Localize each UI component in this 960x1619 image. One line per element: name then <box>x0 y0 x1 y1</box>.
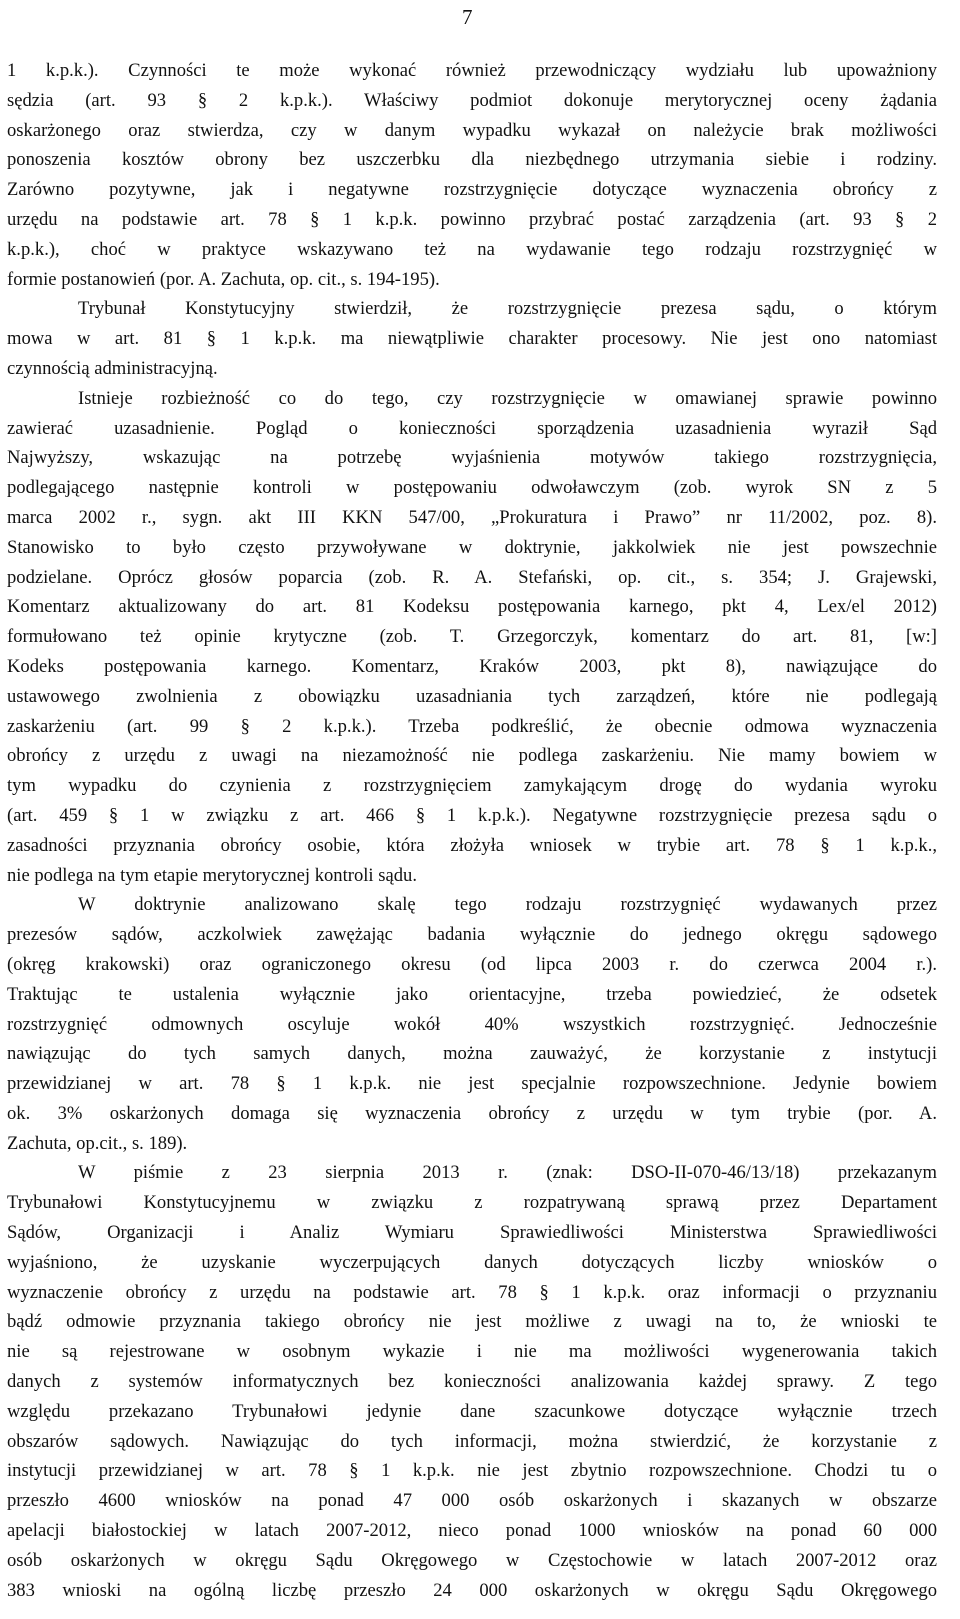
text-line: Komentarz aktualizowany do art. 81 Kodeksu postępowania karnego, pkt 4, Lex/el 2012) <box>7 596 937 618</box>
text-line: formułowano też opinie krytyczne (zob. T. Grzegorczyk, komentarz do art. 81, [w:] <box>7 626 937 648</box>
text-line: wyjaśniono, że uzyskanie wyczerpujących danych dotyczących liczby wniosków o <box>7 1251 937 1273</box>
text-line: czynnością administracyjną. <box>7 357 218 379</box>
text-line: marca 2002 r., sygn. akt III KKN 547/00, „Prokuratura i Prawo” nr 11/2002, poz. 8). <box>7 506 937 528</box>
text-line: Trybunał Konstytucyjny stwierdził, że rozstrzygnięcie prezesa sądu, o którym <box>78 298 937 320</box>
text-line: W doktrynie analizowano skalę tego rodzaju rozstrzygnięć wydawanych przez <box>78 894 937 916</box>
text-line: k.p.k.), choć w praktyce wskazywano też na wydawanie tego rodzaju rozstrzygnięć w <box>7 238 937 260</box>
text-line: ponoszenia kosztów obrony bez uszczerbku dla niezbędnego utrzymania siebie i rodziny. <box>7 149 937 171</box>
text-line: zawierać uzasadnienie. Pogląd o konieczności sporządzenia uzasadnienia wyraził Sąd <box>7 417 937 439</box>
text-line: Najwyższy, wskazując na potrzebę wyjaśnienia motywów takiego rozstrzygnięcia, <box>7 447 937 469</box>
text-line: W piśmie z 23 sierpnia 2013 r. (znak: DSO-II-070-46/13/18) przekazanym <box>78 1162 937 1184</box>
text-line: wyznaczenie obrońcy z urzędu na podstawie art. 78 § 1 k.p.k. oraz informacji o przyznaniu <box>7 1281 937 1303</box>
text-line: formie postanowień (por. A. Zachuta, op. cit., s. 194-195). <box>7 268 440 290</box>
text-line: podlegającego następnie kontroli w postępowaniu odwoławczym (zob. wyrok SN z 5 <box>7 477 937 499</box>
text-line: (okręg krakowski) oraz ograniczonego okresu (od lipca 2003 r. do czerwca 2004 r.). <box>7 953 937 975</box>
text-line: danych z systemów informatycznych bez konieczności analizowania każdej sprawy. Z tego <box>7 1371 937 1393</box>
text-line: oskarżonego oraz stwierdza, czy w danym wypadku wykazał on należycie brak możliwości <box>7 119 937 141</box>
text-line: zaskarżeniu (art. 99 § 2 k.p.k.). Trzeba podkreślić, że obecnie odmowa wyznaczenia <box>7 715 937 737</box>
text-line: 1 k.p.k.). Czynności te może wykonać również przewodniczący wydziału lub upoważniony <box>7 60 937 81</box>
text-line: Trybunałowi Konstytucyjnemu w związku z rozpatrywaną sprawą przez Departament <box>7 1192 937 1214</box>
body-text <box>0 56 937 1605</box>
text-line: Stanowisko to było często przywoływane w doktrynie, jakkolwiek nie jest powszechnie <box>7 536 937 558</box>
text-line: Traktując te ustalenia wyłącznie jako orientacyjne, trzeba powiedzieć, że odsetek <box>7 983 937 1005</box>
text-line: (art. 459 § 1 w związku z art. 466 § 1 k.p.k.). Negatywne rozstrzygnięcie prezesa sądu o <box>7 804 937 826</box>
text-line: nie podlega na tym etapie merytorycznej kontroli sądu. <box>7 864 417 886</box>
text-line: mowa w art. 81 § 1 k.p.k. ma niewątpliwie charakter procesowy. Nie jest ono natomiast <box>7 328 937 350</box>
text-line: sędzia (art. 93 § 2 k.p.k.). Właściwy podmiot dokonuje merytorycznej oceny żądania <box>7 89 937 111</box>
text-line: nawiązując do tych samych danych, można zauważyć, że korzystanie z instytucji <box>7 1043 937 1065</box>
page-number: 7 <box>462 5 473 29</box>
text-line: przewidzianej w art. 78 § 1 k.p.k. nie jest specjalnie rozpowszechnione. Jedynie bowiem <box>7 1073 937 1095</box>
text-line: instytucji przewidzianej w art. 78 § 1 k.p.k. nie jest zbytnio rozpowszechnione. Chodzi tu o <box>7 1460 937 1482</box>
text-line: obrońcy z urzędu z uwagi na niezamożność nie podlega zaskarżeniu. Nie mamy bowiem w <box>7 745 937 767</box>
text-line: prezesów sądów, aczkolwiek zawężając badania wyłącznie do jednego okręgu sądowego <box>7 924 937 946</box>
text-line: osób oskarżonych w okręgu Sądu Okręgowego w Częstochowie w latach 2007-2012 oraz <box>7 1549 937 1571</box>
text-line: 383 wnioski na ogólną liczbę przeszło 24 000 oskarżonych w okręgu Sądu Okręgowego <box>7 1579 937 1601</box>
text-line: względu przekazano Trybunałowi jedynie dane szacunkowe dotyczące wyłącznie trzech <box>7 1400 937 1422</box>
text-line: ok. 3% oskarżonych domaga się wyznaczenia obrońcy z urzędu w tym trybie (por. A. <box>7 1102 937 1124</box>
text-line: przeszło 4600 wniosków na ponad 47 000 osób oskarżonych i skazanych w obszarze <box>7 1490 937 1512</box>
text-line: bądź odmowie przyznania takiego obrońcy nie jest możliwe z uwagi na to, że wnioski te <box>7 1311 937 1333</box>
text-line: Sądów, Organizacji i Analiz Wymiaru Sprawiedliwości Ministerstwa Sprawiedliwości <box>7 1222 937 1244</box>
text-line: Zachuta, op.cit., s. 189). <box>7 1132 188 1154</box>
text-line: Kodeks postępowania karnego. Komentarz, Kraków 2003, pkt 8), nawiązujące do <box>7 655 937 677</box>
text-line: rozstrzygnięć odmownych oscyluje wokół 40% wszystkich rozstrzygnięć. Jednocześnie <box>7 1013 937 1035</box>
text-line: apelacji białostockiej w latach 2007-2012, nieco ponad 1000 wniosków na ponad 60 000 <box>7 1520 937 1542</box>
text-line: zasadności przyznania obrońcy osobie, która złożyła wniosek w trybie art. 78 § 1 k.p.k., <box>7 834 937 856</box>
text-line: Zarówno pozytywne, jak i negatywne rozstrzygnięcie dotyczące wyznaczenia obrońcy z <box>7 179 937 201</box>
text-line: podzielane. Oprócz głosów poparcia (zob. R. A. Stefański, op. cit., s. 354; J. Grajewski, <box>7 566 937 588</box>
text-line: tym wypadku do czynienia z rozstrzygnięciem zamykającym drogę do wydania wyroku <box>7 775 937 797</box>
text-line: urzędu na podstawie art. 78 § 1 k.p.k. powinno przybrać postać zarządzenia (art. 93 § 2 <box>7 208 937 230</box>
text-line: obszarów sądowych. Nawiązując do tych informacji, można stwierdzić, że korzystanie z <box>7 1430 937 1452</box>
text-line: Istnieje rozbieżność co do tego, czy rozstrzygnięcie w omawianej sprawie powinno <box>78 387 937 409</box>
text-line: ustawowego zwolnienia z obowiązku uzasadniania tych zarządzeń, które nie podlegają <box>7 685 937 707</box>
text-line: nie są rejestrowane w osobnym wykazie i nie ma możliwości wygenerowania takich <box>7 1341 937 1363</box>
